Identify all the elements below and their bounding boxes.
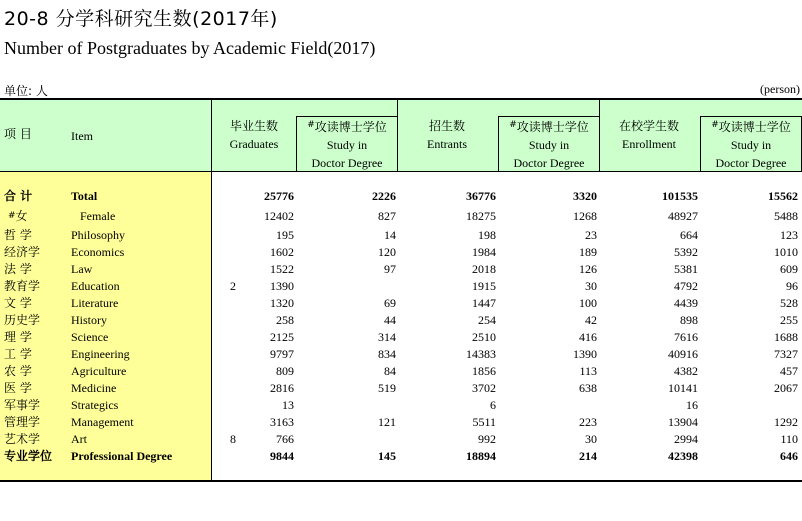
- cell-entrants: 992: [478, 432, 496, 446]
- table-row: [0, 208, 802, 225]
- table-title-en: Number of Postgraduates by Academic Field(2017): [4, 38, 376, 58]
- row-label-en: Female: [80, 209, 116, 223]
- row-label-en: Professional Degree: [71, 449, 173, 463]
- row-label-en: Philosophy: [71, 228, 126, 242]
- cell-entrants-doctor: 30: [585, 279, 597, 293]
- cell-enrollment: 2994: [674, 432, 698, 446]
- row-label-cn: 文 学: [4, 296, 32, 310]
- header-doctor-enrollment: #攻读博士学位 Study in Doctor Degree: [700, 116, 802, 172]
- cell-entrants: 1915: [472, 279, 496, 293]
- table-row: [0, 346, 802, 363]
- cell-enrollment-doctor: 457: [780, 364, 798, 378]
- header-graduates-cn: 毕业生数: [229, 119, 278, 133]
- table-row: [0, 312, 802, 329]
- cell-entrants: 2510: [472, 330, 496, 344]
- header-entrants-cn: 招生数: [428, 119, 465, 133]
- row-label-en: Literature: [71, 296, 119, 310]
- top-rule: [0, 98, 802, 100]
- row-label-cn: 经济学: [4, 245, 41, 259]
- header-doctor-en1: Study in: [326, 138, 368, 152]
- cell-enrollment: 4382: [674, 364, 698, 378]
- cell-graduates-doctor: 14: [384, 228, 396, 242]
- cell-graduates: 1522: [270, 262, 294, 276]
- cell-entrants: 3702: [472, 381, 496, 395]
- header-item-en: Item: [71, 129, 93, 143]
- cell-graduates: 1602: [270, 245, 294, 259]
- row-label-cn: [8, 208, 28, 225]
- cell-entrants-doctor: 1268: [573, 209, 597, 223]
- cell-graduates-doctor: 69: [384, 296, 396, 310]
- table-header: [0, 99, 802, 171]
- cell-graduates-doctor: 145: [378, 449, 396, 463]
- table-row: [0, 188, 802, 205]
- cell-enrollment: 101535: [662, 189, 698, 203]
- table-title-cn: 20-8 分学科研究生数(2017年): [4, 8, 278, 30]
- cell-graduates: 2816: [270, 381, 294, 395]
- female-label-text: 女: [15, 209, 28, 223]
- table-row: [0, 261, 802, 278]
- cell-enrollment-doctor: 96: [786, 279, 798, 293]
- cell-entrants-doctor: 100: [579, 296, 597, 310]
- cell-enrollment: 5392: [674, 245, 698, 259]
- header-enrollment-en: Enrollment: [622, 137, 676, 151]
- cell-enrollment: 42398: [668, 449, 698, 463]
- row-label-cn: 医 学: [4, 381, 32, 395]
- header-entrants-en: Entrants: [427, 137, 467, 151]
- row-label-en: Agriculture: [71, 364, 127, 378]
- cell-enrollment-doctor: 1010: [774, 245, 798, 259]
- row-label-en: Strategics: [71, 398, 119, 412]
- cell-graduates-doctor: 84: [384, 364, 396, 378]
- cell-enrollment: 40916: [668, 347, 698, 361]
- header-doctor-en2: Doctor Degree: [311, 156, 383, 170]
- cell-entrants: 1447: [472, 296, 496, 310]
- table-row: [0, 278, 802, 295]
- row-label-cn: 艺术学: [4, 432, 41, 446]
- cell-entrants-doctor: 638: [579, 381, 597, 395]
- table-row: [0, 380, 802, 397]
- cell-entrants: 254: [478, 313, 496, 327]
- table-row: [0, 227, 802, 244]
- cell-enrollment: 48927: [668, 209, 698, 223]
- cell-graduates-doctor: 121: [378, 415, 396, 429]
- doctor-mark: #: [307, 120, 315, 130]
- cell-enrollment-doctor: 646: [780, 449, 798, 463]
- cell-enrollment: 5381: [674, 262, 698, 276]
- cell-graduates-doctor: 834: [378, 347, 396, 361]
- row-label-cn: 历史学: [4, 313, 41, 327]
- cell-enrollment: 13904: [668, 415, 698, 429]
- row-label-en: Law: [71, 262, 93, 276]
- cell-entrants-doctor: 42: [585, 313, 597, 327]
- table-row: [0, 431, 802, 448]
- row-label-cn: 法 学: [4, 262, 32, 276]
- unit-label-en: (person): [760, 82, 800, 96]
- cell-entrants: 6: [490, 398, 496, 412]
- cell-entrants-doctor: 1390: [573, 347, 597, 361]
- cell-entrants-doctor: 223: [579, 415, 597, 429]
- row-label-en: Medicine: [71, 381, 117, 395]
- col-divider-1: [397, 99, 398, 172]
- cell-entrants: 198: [478, 228, 496, 242]
- cell-graduates: 809: [276, 364, 294, 378]
- cell-entrants: 2018: [472, 262, 496, 276]
- cell-entrants: 1984: [472, 245, 496, 259]
- cell-enrollment: 10141: [668, 381, 698, 395]
- cell-entrants: 1856: [472, 364, 496, 378]
- cell-enrollment-doctor: 123: [780, 228, 798, 242]
- row-label-cn: 教育学: [4, 279, 41, 293]
- cell-enrollment-doctor: 2067: [774, 381, 798, 395]
- cell-entrants-doctor: 416: [579, 330, 597, 344]
- row-label-cn: 军事学: [4, 398, 41, 412]
- row-label-en: Engineering: [71, 347, 130, 361]
- cell-graduates-doctor: 44: [384, 313, 396, 327]
- row-label-cn: 理 学: [4, 330, 32, 344]
- cell-entrants: 18894: [466, 449, 496, 463]
- col-divider-2: [599, 99, 600, 172]
- header-entrants: [400, 117, 494, 153]
- cell-entrants-doctor: 113: [579, 364, 597, 378]
- row-label-cn: 工 学: [4, 347, 32, 361]
- row-label-en: Management: [71, 415, 134, 429]
- cell-enrollment: 7616: [674, 330, 698, 344]
- table-row: [0, 448, 802, 465]
- cell-graduates: 25776: [264, 189, 294, 203]
- cell-enrollment: 4792: [674, 279, 698, 293]
- row-label-cn: 农 学: [4, 364, 32, 378]
- header-doctor-entrants: #攻读博士学位 Study in Doctor Degree: [498, 116, 600, 172]
- cell-enrollment-doctor: 15562: [768, 189, 798, 203]
- row-label-en: History: [71, 313, 107, 327]
- row-label-en: Education: [71, 279, 120, 293]
- cell-entrants-doctor: 30: [585, 432, 597, 446]
- cell-graduates: 195: [276, 228, 294, 242]
- cell-entrants-doctor: 3320: [573, 189, 597, 203]
- cell-graduates-doctor: 314: [378, 330, 396, 344]
- row-label-en: Total: [71, 189, 98, 203]
- cell-graduates-doctor: 97: [384, 262, 396, 276]
- table-row: [0, 244, 802, 261]
- header-item-cn: 项 目: [4, 127, 32, 141]
- cell-enrollment-doctor: 7327: [774, 347, 798, 361]
- cell-graduates-doctor: 120: [378, 245, 396, 259]
- cell-graduates: 766: [276, 432, 294, 446]
- header-doctor-graduates: [296, 116, 398, 172]
- cell-graduates: 3163: [270, 415, 294, 429]
- cell-enrollment: 898: [680, 313, 698, 327]
- header-doctor-cn: 攻读博士学位: [314, 120, 387, 134]
- row-label-cn: 合 计: [4, 189, 33, 203]
- cell-enrollment-doctor: 1688: [774, 330, 798, 344]
- cell-entrants-doctor: 214: [579, 449, 597, 463]
- cell-graduates: 9797: [270, 347, 294, 361]
- cell-graduates-doctor: 519: [378, 381, 396, 395]
- row-label-cn: 管理学: [4, 415, 41, 429]
- cell-entrants-doctor: 23: [585, 228, 597, 242]
- cell-graduates-doctor: 8: [230, 432, 236, 446]
- row-label-en: Science: [71, 330, 109, 344]
- cell-graduates: 258: [276, 313, 294, 327]
- cell-enrollment: 16: [686, 398, 698, 412]
- header-enrollment: [602, 117, 696, 153]
- row-label-cn: 哲 学: [4, 228, 32, 242]
- row-label-en: Economics: [71, 245, 125, 259]
- header-enrollment-cn: 在校学生数: [618, 119, 679, 133]
- cell-graduates: 13: [282, 398, 294, 412]
- table-row: [0, 397, 802, 414]
- cell-entrants-doctor: 126: [579, 262, 597, 276]
- cell-entrants-doctor: 189: [579, 245, 597, 259]
- cell-graduates-doctor: 2226: [372, 189, 396, 203]
- row-label-cn: 专业学位: [4, 449, 53, 463]
- row-label-en: Art: [71, 432, 87, 446]
- table-row: [0, 414, 802, 431]
- table-row: [0, 295, 802, 312]
- cell-graduates: 1320: [270, 296, 294, 310]
- cell-enrollment: 664: [680, 228, 698, 242]
- cell-graduates-doctor: 2: [230, 279, 236, 293]
- cell-enrollment: 4439: [674, 296, 698, 310]
- cell-enrollment-doctor: 1292: [774, 415, 798, 429]
- table-row: [0, 363, 802, 380]
- female-mark: #: [8, 211, 16, 221]
- cell-enrollment-doctor: 255: [780, 313, 798, 327]
- cell-enrollment-doctor: 528: [780, 296, 798, 310]
- header-graduates: [216, 117, 292, 153]
- unit-label-cn: 单位: 人: [4, 84, 48, 98]
- cell-entrants: 18275: [466, 209, 496, 223]
- bottom-rule: [0, 480, 802, 482]
- cell-enrollment-doctor: 5488: [774, 209, 798, 223]
- cell-graduates: 12402: [264, 209, 294, 223]
- cell-enrollment-doctor: 110: [780, 432, 798, 446]
- cell-entrants: 5511: [472, 415, 496, 429]
- header-rule: [0, 171, 802, 172]
- cell-graduates: 2125: [270, 330, 294, 344]
- cell-graduates: 1390: [270, 279, 294, 293]
- cell-graduates-doctor: 827: [378, 209, 396, 223]
- cell-entrants: 36776: [466, 189, 496, 203]
- table-row: [0, 329, 802, 346]
- cell-graduates: 9844: [270, 449, 294, 463]
- cell-enrollment-doctor: 609: [780, 262, 798, 276]
- cell-entrants: 14383: [466, 347, 496, 361]
- header-graduates-en: Graduates: [229, 137, 279, 151]
